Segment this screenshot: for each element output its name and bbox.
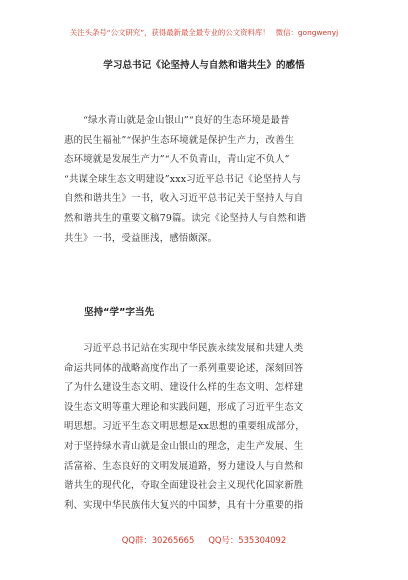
paragraph-line: 习近平总书记站在实现中华民族永续发展和共建人类 <box>64 343 304 354</box>
paragraph-body <box>64 339 346 515</box>
paragraph-line: 利、实现中华民族伟大复兴的中国梦，具有十分重要的指 <box>64 499 304 511</box>
paragraph-line: 态环境就是发展生产力”“人不负青山，青山定不负人” <box>64 154 290 166</box>
paragraph-line: 然和谐共生的重要文稿79篇。读完《论坚持人与自然和谐 <box>64 212 307 224</box>
footer-contact <box>0 534 408 546</box>
document-title: 学习总书记《论坚持人与自然和谐共生》的感悟 <box>103 60 305 71</box>
paragraph-line: 对于坚持绿水青山就是金山银山的理念，走生产发展、生 <box>64 440 304 452</box>
paragraph-line: “共谋全球生态文明建设”xxx习近平总书记《论坚持人与 <box>64 173 302 185</box>
section-heading: 坚持“学”字当先 <box>84 307 155 318</box>
footer-qq-group: QQ群：30265665 <box>121 535 195 545</box>
paragraph-line: 命运共同体的战略高度作出了一系列重要论述，深刻回答 <box>64 362 304 374</box>
header-banner <box>0 28 408 38</box>
paragraph-intro <box>64 111 346 248</box>
paragraph-line: “绿水青山就是金山银山”“良好的生态环境是最普 <box>64 115 290 126</box>
wechat-id: gongwenyj <box>297 28 339 37</box>
paragraph-line: 了为什么建设生态文明、建设什么样的生态文明、怎样建 <box>64 382 304 394</box>
paragraph-line: 共生》一书，受益匪浅，感悟颇深。 <box>64 232 218 244</box>
wechat-label: 微信： <box>275 28 298 37</box>
paragraph-line: 惠的民生福祉”“保护生态环境就是保护生产力，改善生 <box>64 134 295 146</box>
paragraph-line: 谐共生的现代化，夺取全面建设社会主义现代化国家新胜 <box>64 480 304 492</box>
paragraph-line: 设生态文明等重大理论和实践问题，形成了习近平生态文 <box>64 401 304 413</box>
header-promo-text: 关注头条号“公文研究”，获得最新最全最专业的公文资料库！ <box>69 28 270 37</box>
paragraph-line: 自然和谐共生》一书，收入习近平总书记关于坚持人与自 <box>64 193 304 205</box>
footer-qq-number: QQ号：535304092 <box>208 535 287 545</box>
paragraph-line: 明思想。习近平生态文明思想是xx思想的重要组成部分， <box>64 421 305 433</box>
paragraph-line: 活富裕、生态良好的文明发展道路，努力建设人与自然和 <box>64 460 304 472</box>
